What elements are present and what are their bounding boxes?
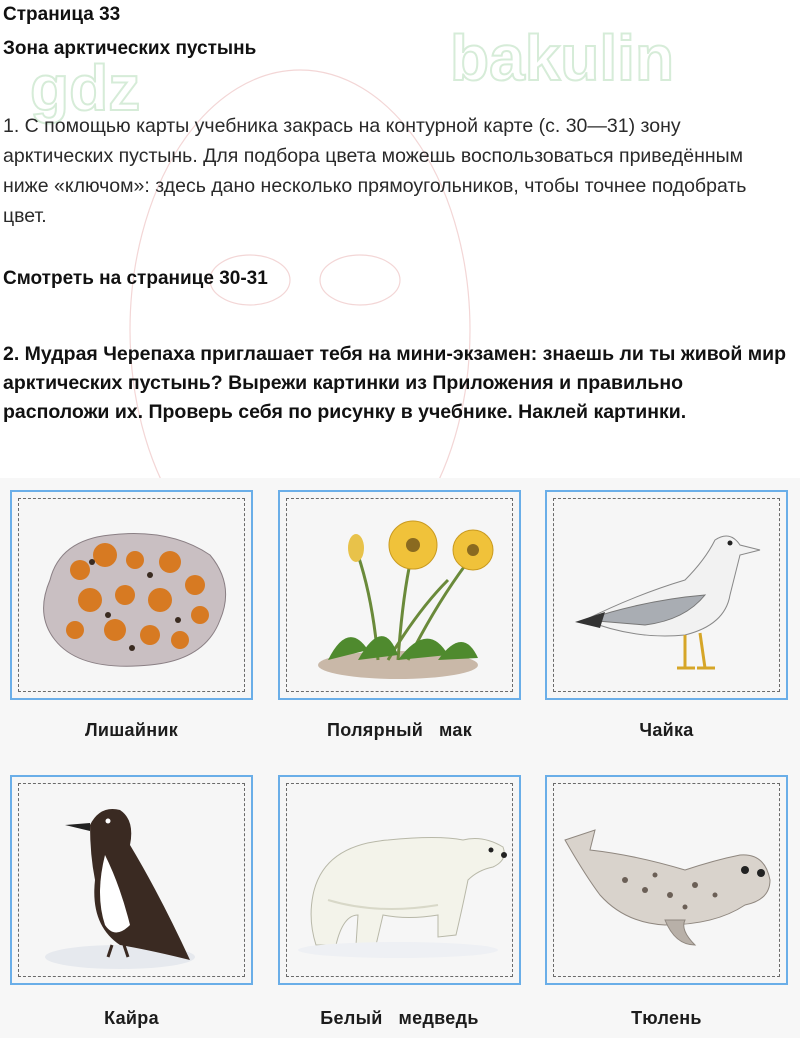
- card-label: Чайка: [639, 720, 694, 740]
- card-label: Тюлень: [631, 1008, 702, 1028]
- page-title: Страница 33: [3, 4, 121, 25]
- see-pages-link[interactable]: Смотреть на странице 30-31: [3, 268, 268, 289]
- card-polar-bear: [278, 775, 521, 985]
- card-guillemot: [10, 775, 253, 985]
- card-label: Полярный мак: [326, 720, 473, 740]
- card-label: Кайра: [104, 1008, 159, 1028]
- gull-icon: [555, 500, 778, 690]
- card-label: Лишайник: [84, 720, 179, 740]
- polar-bear-icon: [288, 785, 511, 975]
- card-lichen: [10, 490, 253, 700]
- guillemot-icon: [20, 785, 243, 975]
- seal-icon: [555, 785, 778, 975]
- watermark-text: bakulin: [450, 22, 675, 94]
- card-gull: [545, 490, 788, 700]
- lichen-icon: [20, 500, 243, 690]
- card-label: Белый медведь: [320, 1008, 479, 1028]
- card-seal: [545, 775, 788, 985]
- task-1-text: 1. С помощью карты учебника закрась на контурной карте (с. 30—31) зону арктических пустынь. Для подбора цвета можешь воспользоваться приведённым ниже «ключом»: здесь дано несколько прямоугольников, чтобы точнее подобрать цвет.: [3, 115, 747, 227]
- task-2-text: 2. Мудрая Черепаха приглашает тебя на мини-экзамен: знаешь ли ты живой мир арктических пустынь? Вырежи картинки из Приложения и правильно расположи их. Проверь себя по рисунку в учебнике. Наклей картинки.: [3, 343, 787, 423]
- watermark-text: gdz: [30, 52, 141, 124]
- section-title: Зона арктических пустынь: [3, 38, 257, 59]
- poppy-icon: [288, 500, 511, 690]
- card-poppy: [278, 490, 521, 700]
